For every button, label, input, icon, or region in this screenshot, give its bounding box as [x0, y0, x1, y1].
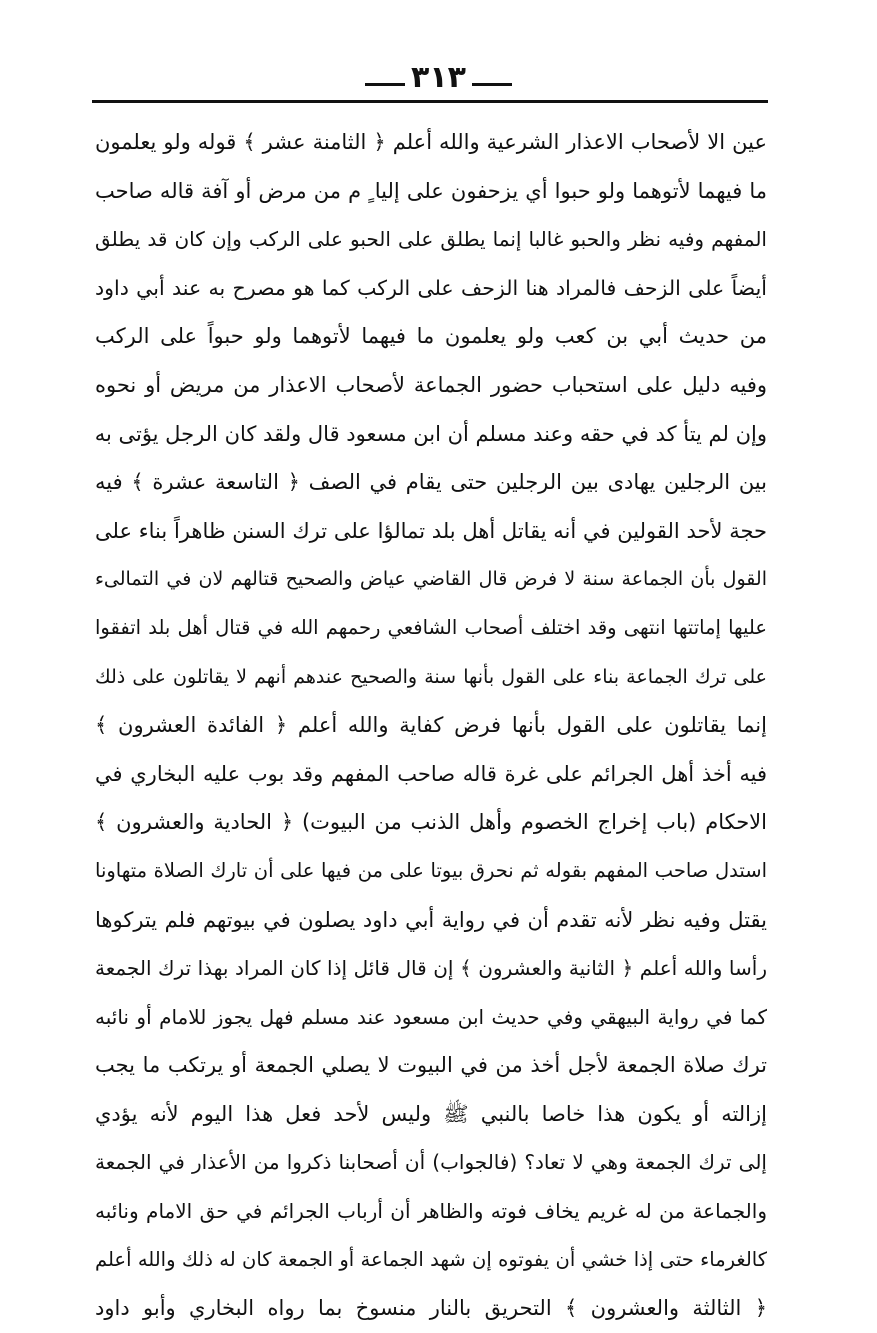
text-line-5: من حديث أبي بن كعب ولو يعلمون ما فيهما لأتوهما ولو حبواً على الركب: [95, 324, 767, 349]
text-line-1: عين الا لأصحاب الاعذار الشرعية والله أعلم ﴿ الثامنة عشر ﴾ قوله ولو يعلمون: [95, 130, 767, 154]
text-line-25: ﴿ الثالثة والعشرون ﴾ التحريق بالنار منسوخ بما رواه البخاري وأبو داود: [95, 1296, 767, 1321]
text-line-7: وإن لم يتأ كد في حقه وعند مسلم أن ابن مسعود قال ولقد كان الرجل يؤتى به: [95, 421, 767, 446]
text-line-24: كالغرماء حتى إذا خشي أن يفوتوه إن شهد الجماعة أو الجمعة كان له ذلك والله أعلم: [95, 1247, 767, 1271]
header-dash-right: [472, 83, 512, 86]
text-line-21: إزالته أو يكون هذا خاصا بالنبي ﷺ وليس لأحد فعل هذا اليوم لأنه يؤدي: [95, 1101, 767, 1126]
text-line-14: فيه أخذ أهل الجرائم على غرة قاله صاحب المفهم وقد بوب عليه البخاري في: [95, 761, 767, 786]
text-line-18: رأسا والله أعلم ﴿ الثانية والعشرون ﴾ إن قال قائل إذا كان المراد بهذا ترك الجمعة: [95, 956, 767, 981]
body-text: [95, 118, 767, 1333]
header-rule: [92, 100, 768, 103]
header-dash-left: [365, 83, 405, 86]
text-line-15: الاحكام (باب إخراج الخصوم وأهل الذنب من البيوت) ﴿ الحادية والعشرون ﴾: [95, 810, 767, 835]
text-line-4: أيضاً على الزحف فالمراد هنا الزحف على الركب كما هو مصرح به عند أبي داود: [95, 275, 767, 300]
text-line-20: ترك صلاة الجمعة لأجل أخذ من في البيوت لا يصلي الجمعة أو يرتكب ما يجب: [95, 1053, 767, 1078]
text-line-2: ما فيهما لأتوهما ولو حبوا أي يزحفون على إليا ٍ م من مرض أو آفة قاله صاحب: [95, 178, 767, 203]
text-line-12: على ترك الجماعة بناء على القول بأنها سنة والصحيح عندهم أنهم لا يقاتلون على ذلك: [95, 665, 767, 688]
text-line-11: عليها إماتتها انتهى وقد اختلف أصحاب الشافعي رحمهم الله في قتال أهل بلد اتفقوا: [95, 615, 767, 639]
text-line-3: المفهم وفيه نظر والحبو غالبا إنما يطلق على الحبو على الركب وإن كان قد يطلق: [95, 227, 767, 252]
text-line-19: كما في رواية البيهقي وفي حديث ابن مسعود عند مسلم فهل يجوز للامام أو نائبه: [95, 1004, 767, 1029]
text-line-13: إنما يقاتلون على القول بأنها فرض كفاية والله أعلم ﴿ الفائدة العشرون ﴾: [95, 713, 767, 738]
text-line-8: بين الرجلين يهادى بين الرجلين حتى يقام في الصف ﴿ التاسعة عشرة ﴾ فيه: [95, 470, 767, 495]
page-header: [0, 58, 877, 98]
text-line-23: والجماعة من له غريم يخاف فوته والظاهر أن أرباب الجرائم في حق الامام ونائبه: [95, 1199, 767, 1224]
text-line-9: حجة لأحد القولين في أنه يقاتل أهل بلد تمالؤا على ترك السنن ظاهراً بناء على: [95, 518, 767, 543]
text-line-10: القول بأن الجماعة سنة لا فرض قال القاضي عياض والصحيح قتالهم لان في التمالىء: [95, 568, 767, 591]
text-line-6: وفيه دليل على استحباب حضور الجماعة لأصحاب الاعذار من مريض أو نحوه: [95, 372, 767, 397]
text-line-22: إلى ترك الجمعة وهي لا تعاد؟ (فالجواب) أن أصحابنا ذكروا من الأعذار في الجمعة: [95, 1150, 767, 1175]
page-number: ٣١٣: [411, 60, 466, 95]
text-line-17: يقتل وفيه نظر لأنه تقدم أن في رواية أبي داود يصلون في بيوتهم فلم يتركوها: [95, 907, 767, 932]
text-line-16: استدل صاحب المفهم بقوله ثم نحرق بيوتا على من فيها على أن تارك الصلاة متهاونا: [95, 858, 767, 882]
